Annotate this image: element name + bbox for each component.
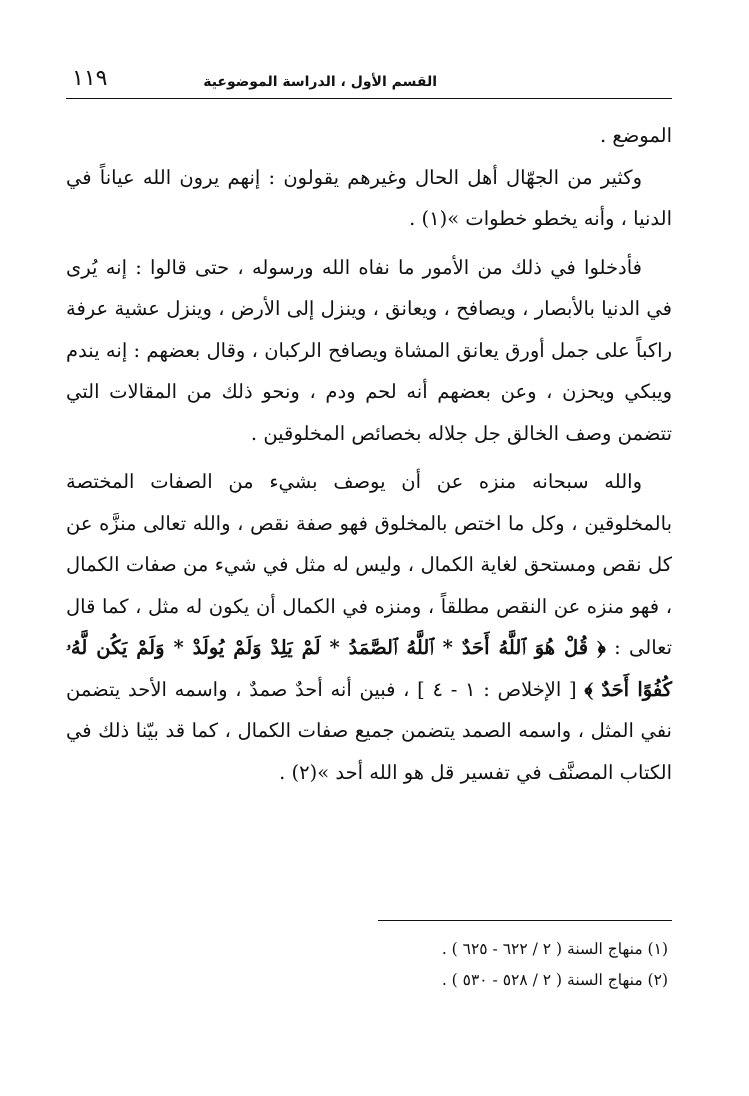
footnotes	[66, 934, 672, 996]
paragraph-2: وكثير من الجهّال أهل الحال وغيرهم يقولون : إنهم يرون الله عياناً في الدنيا ، وأنه يخطو خطوات »(١) .	[66, 165, 672, 230]
main-text	[66, 115, 672, 793]
paragraph-1: الموضع .	[599, 124, 672, 147]
paragraph-4	[66, 461, 672, 793]
verse-reference: [ الإخلاص : ١ - ٤ ]	[417, 677, 577, 701]
footnote-2: (٢) منهاج السنة ( ٢ / ٥٢٨ - ٥٣٠ ) .	[441, 971, 668, 989]
running-header	[66, 66, 672, 100]
paragraph-3: فأدخلوا في ذلك من الأمور ما نفاه الله ورسوله ، حتى قالوا : إنه يُرى في الدنيا بالأبصار ، ويصافح ، ويعانق ، وينزل إلى الأرض ، وينزل عشية عرفة راكباً على جمل أورق يعانق المشاة ويصافح الركبان ، وقال بعضهم : إنه يندم ويبكي ويحزن ، وعن بعضهم أنه لحم ودم ، ونحو ذلك من المقالات التي تتضمن وصف الخالق جل جلاله بخصائص المخلوقين .	[66, 255, 672, 445]
paragraph-4-text: والله سبحانه منزه عن أن يوصف بشيء من الصفات المختصة بالمخلوقين ، وكل ما اختص بالمخلوق فهو صفة نقص ، والله تعالى منزَّه عن كل نقص ومستحق لغاية الكمال ، وليس له مثل في شيء من صفات الكمال ، فهو منزه عن النقص مطلقاً ، ومنزه في الكمال أن يكون له مثل ، كما قال تعالى :	[66, 470, 672, 659]
paragraph-4-continuation: ، فبين أنه أحدٌ صمدٌ ، واسمه الأحد يتضمن نفي المثل ، واسمه الصمد يتضمن جميع صفات الكمال ، كما قد بيّنا ذلك في الكتاب المصنَّف في تفسير قل هو الله أحد »(٢) .	[66, 677, 672, 784]
header-rule	[66, 98, 672, 99]
quran-verse: ﴿ قُلْ هُوَ ٱللَّهُ أَحَدٌ * ٱللَّهُ ٱلصَّمَدُ * لَمْ يَلِدْ وَلَمْ يُولَدْ * وَلَمْ يَكُن لَّهُۥ كُفُوًا أَحَدٌ ﴾	[66, 636, 672, 701]
footnote-1: (١) منهاج السنة ( ٢ / ٦٢٢ - ٦٢٥ ) .	[441, 940, 668, 958]
page-number: ١١٩	[72, 66, 108, 91]
footnote-separator	[378, 920, 672, 921]
header-title: القسم الأول ، الدراسة الموضوعية	[203, 74, 437, 90]
